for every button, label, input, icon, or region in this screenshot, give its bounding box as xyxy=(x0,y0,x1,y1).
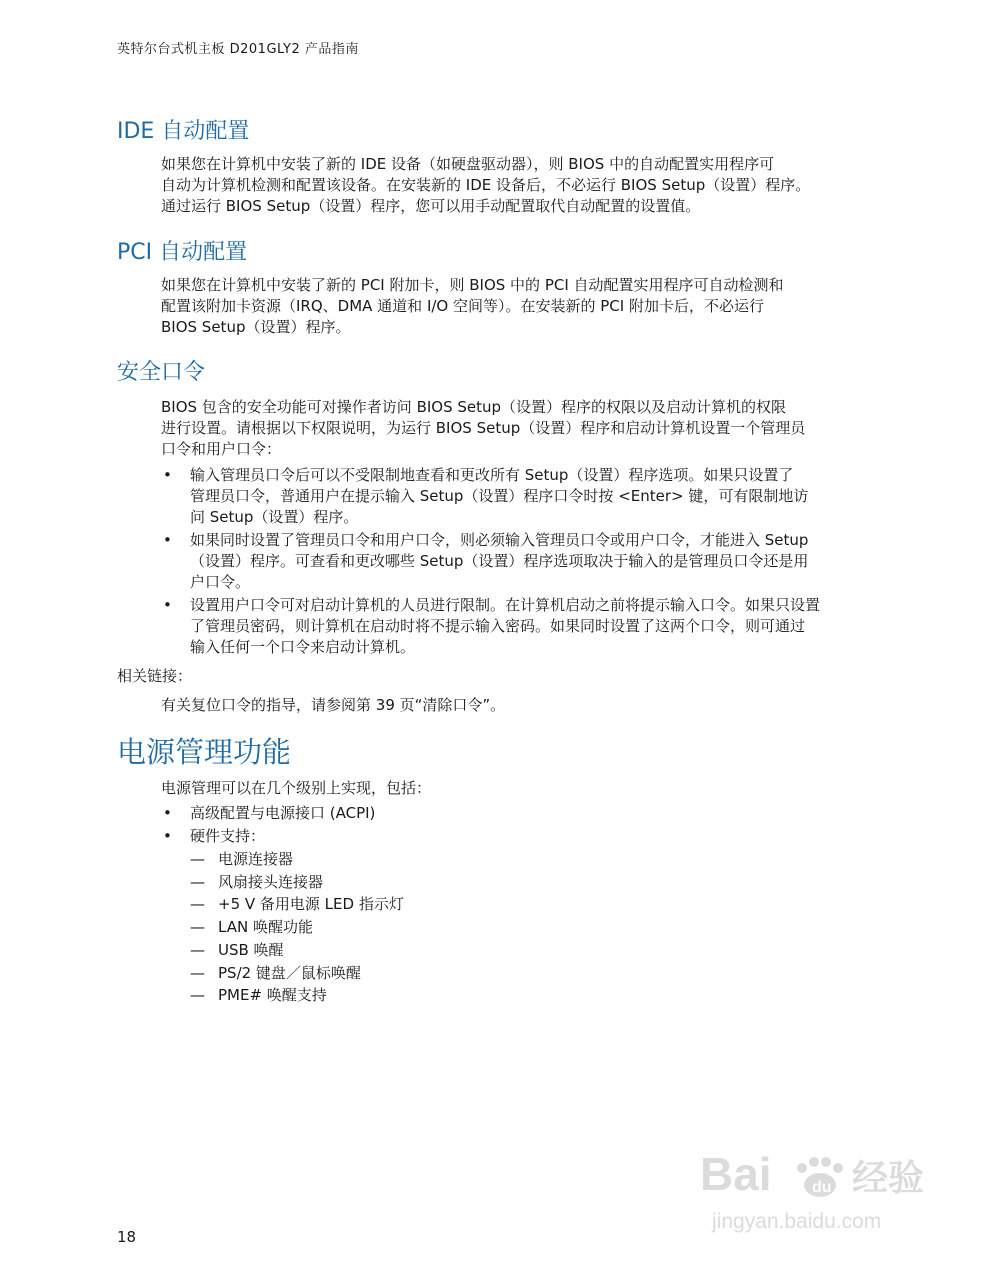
section-heading-pci: PCI 自动配置 xyxy=(117,240,248,265)
svg-text:du: du xyxy=(812,1179,832,1196)
page-number: 18 xyxy=(117,1228,137,1246)
related-link-text: 有关复位口令的指导，请参阅第 39 页“清除口令”。 xyxy=(161,696,506,714)
section-security xyxy=(117,359,877,716)
dash-icon: — xyxy=(190,850,205,868)
list-item: — PS/2 键盘／鼠标唤醒 xyxy=(218,962,877,985)
text-line: 问 Setup（设置）程序。 xyxy=(190,508,359,526)
paragraph-security-intro xyxy=(161,397,877,460)
security-bullet-list xyxy=(117,465,877,658)
section-ide xyxy=(117,118,877,217)
list-item: — USB 唤醒 xyxy=(218,939,877,962)
text-line: 输入管理员口令后可以不受限制地查看和更改所有 Setup（设置）程序选项。如果只设置了 xyxy=(190,466,794,484)
section-heading-ide: IDE 自动配置 xyxy=(117,119,250,144)
list-item xyxy=(163,595,880,658)
text-line: 如果您在计算机中安装了新的 PCI 附加卡，则 BIOS 中的 PCI 自动配置实用程序可自动检测和 xyxy=(161,276,784,294)
section-heading-security: 安全口令 xyxy=(117,360,206,385)
text-line: 户口令。 xyxy=(190,573,251,591)
text-line: 进行设置。请根据以下权限说明，为运行 BIOS Setup（设置）程序和启动计算机设置一个管理员 xyxy=(161,419,806,437)
list-item: • 硬件支持： xyxy=(190,825,880,848)
text-line: 设置用户口令可对启动计算机的人员进行限制。在计算机启动之前将提示输入口令。如果只设置 xyxy=(190,596,821,614)
svg-text:jingyan.baidu.com: jingyan.baidu.com xyxy=(712,1210,882,1233)
hardware-support-list xyxy=(117,848,877,1007)
svg-text:Bai: Bai xyxy=(700,1148,772,1200)
list-item xyxy=(163,465,880,528)
svg-text:经验: 经验 xyxy=(852,1157,925,1198)
dash-icon: — xyxy=(190,895,205,914)
list-item: — 电源连接器 xyxy=(218,848,877,871)
text-line: 口令和用户口令： xyxy=(161,440,282,458)
dash-icon: — xyxy=(190,918,205,937)
text-line: 如果您在计算机中安装了新的 IDE 设备（如硬盘驱动器），则 BIOS 中的自动配置实用程序可 xyxy=(161,155,775,173)
baidu-jingyan-watermark-logo xyxy=(690,1130,950,1245)
related-links-label: 相关链接： xyxy=(117,667,193,685)
section-power xyxy=(117,734,877,1007)
dash-icon: — xyxy=(190,963,205,982)
paragraph-ide xyxy=(161,154,877,217)
text-line: 自动为计算机检测和配置该设备。在安装新的 IDE 设备后，不必运行 BIOS Setup（设置）程序。 xyxy=(161,176,811,194)
dash-icon: — xyxy=(190,940,205,959)
list-item: — +5 V 备用电源 LED 指示灯 xyxy=(218,893,877,916)
bullet-icon: • xyxy=(163,804,172,822)
text-line: 输入任何一个口令来启动计算机。 xyxy=(190,638,416,656)
running-header: 英特尔台式机主板 D201GLY2 产品指南 xyxy=(117,42,359,57)
power-bullet-list xyxy=(117,802,877,848)
text-line: 如果同时设置了管理员口令和用户口令，则必须输入管理员口令或用户口令，才能进入 Setup xyxy=(190,531,809,549)
text-line: BIOS Setup（设置）程序。 xyxy=(161,318,351,336)
paragraph-power-intro: 电源管理可以在几个级别上实现，包括： xyxy=(161,779,432,797)
bullet-icon: • xyxy=(163,827,172,845)
text-line: BIOS 包含的安全功能可对操作者访问 BIOS Setup（设置）程序的权限以及启动计算机的权限 xyxy=(161,398,787,416)
text-line: 管理员口令，普通用户在提示输入 Setup（设置）程序口令时按 <Enter> 键，可有限制地访 xyxy=(190,487,809,505)
section-pci xyxy=(117,239,877,338)
list-item: — LAN 唤醒功能 xyxy=(218,916,877,939)
bullet-icon: • xyxy=(163,596,172,614)
bullet-icon: • xyxy=(163,531,172,549)
text-line: 配置该附加卡资源（IRQ、DMA 通道和 I/O 空间等）。在安装新的 PCI 附加卡后，不必运行 xyxy=(161,297,764,315)
list-item: — PME# 唤醒支持 xyxy=(218,984,877,1007)
text-line: （设置）程序。可查看和更改哪些 Setup（设置）程序选项取决于输入的是管理员口令还是用 xyxy=(190,552,809,570)
dash-icon: — xyxy=(190,872,205,891)
paragraph-pci xyxy=(161,275,877,338)
list-item xyxy=(163,530,880,593)
section-heading-power: 电源管理功能 xyxy=(117,735,292,769)
text-line: 通过运行 BIOS Setup（设置）程序，您可以用手动配置取代自动配置的设置值。 xyxy=(161,197,701,215)
text-line: 了管理员密码，则计算机在启动时将不提示输入密码。如果同时设置了这两个口令，则可通过 xyxy=(190,617,806,635)
list-item: • 高级配置与电源接口 (ACPI) xyxy=(190,802,880,825)
bullet-icon: • xyxy=(163,466,172,484)
list-item: — 风扇接头连接器 xyxy=(218,871,877,894)
dash-icon: — xyxy=(190,986,205,1005)
